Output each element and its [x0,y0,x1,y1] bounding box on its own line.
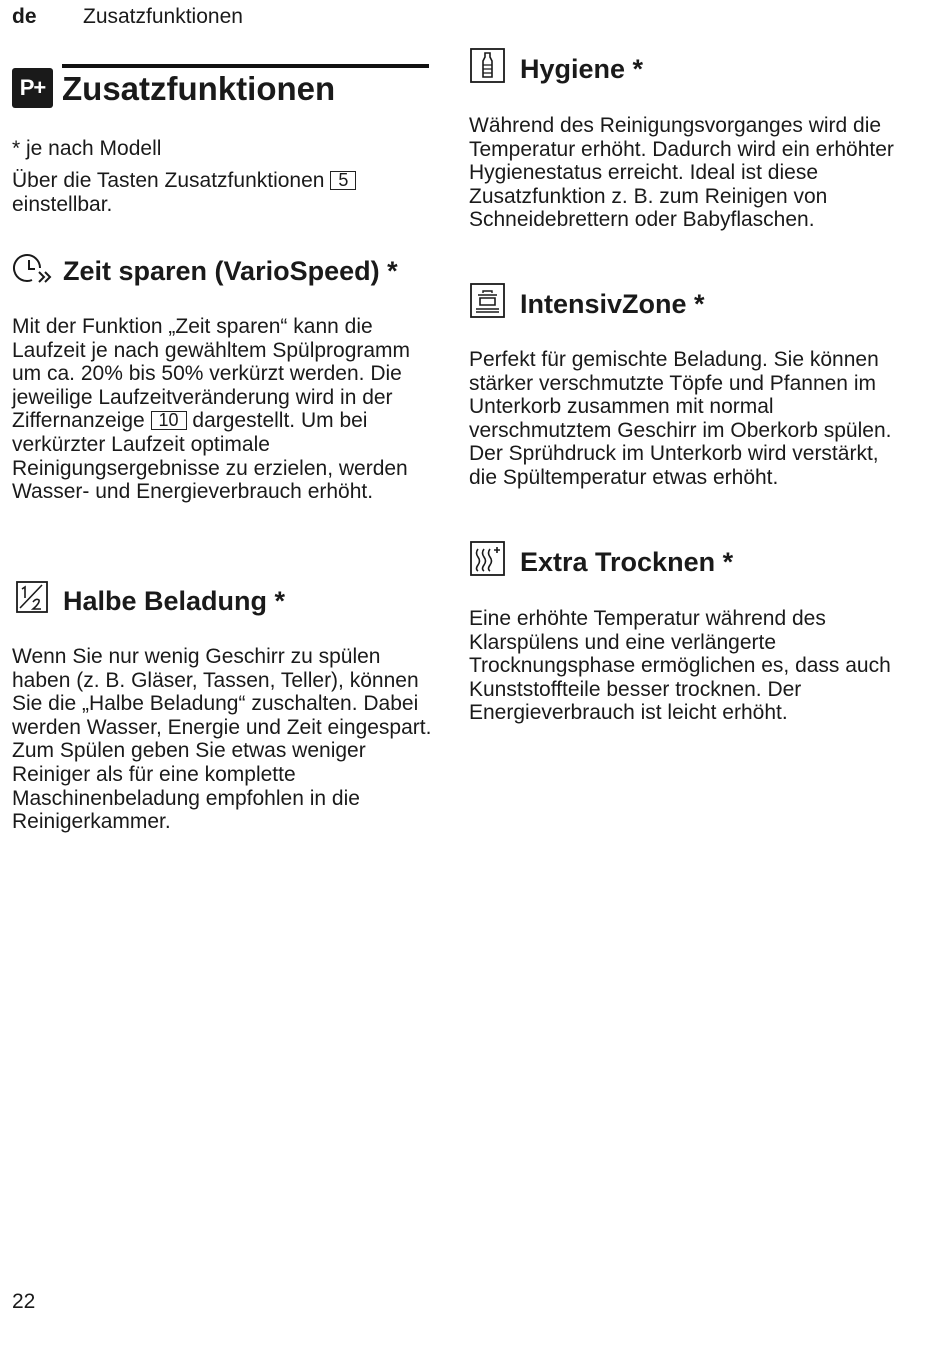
hygiene-bottle-icon [469,48,509,88]
section-title: IntensivZone * [520,289,705,319]
section-intensivzone-text: Perfekt für gemischte Beladung. Sie können stärker verschmutzte Töpfe und Pfannen im Unterkorb zusammen mit normal verschmutztem Geschirr im Oberkorb spülen. Der Sprühdruck im Unterkorb wird verstärkt, die Spültemperatur etwas erhöht. [469,348,892,489]
page-number: 22 [12,1290,36,1313]
section-title: Halbe Beladung * [63,586,286,616]
section-halbe-beladung-text: Wenn Sie nur wenig Geschirr zu spülen haben (z. B. Gläser, Tassen, Teller), können Sie die „Halbe Beladung“ zuschalten. Dabei werden Wasser, Energie und Zeit eingespart. Zum Spülen geben Sie etwas weniger Reiniger als für eine komplette Maschinenbeladung empfohlen in die Reinigerkammer. [12,645,432,834]
clock-speed-icon [12,250,56,290]
section-title: Zeit sparen (VarioSpeed) * [63,256,398,286]
intensive-zone-pot-icon [469,283,509,323]
language-code: de [12,5,37,28]
key-5-icon: 5 [330,171,356,190]
section-zeit-sparen-text [12,315,432,504]
intro-text [12,169,432,216]
section-hygiene-text: Während des Reinigungsvorganges wird die Temperatur erhöht. Dadurch wird ein erhöhter Hygienestatus erreicht. Ideal ist diese Zusatzfunktion z. B. zum Reinigen von Schneidebrettern oder Babyflaschen. [469,114,894,232]
section-title: Extra Trocknen * [520,547,734,577]
key-10-icon: 10 [151,411,187,430]
intro-text-end: einstellbar. [12,192,113,216]
p-plus-icon: P+ [12,68,53,108]
page-title: Zusatzfunktionen [62,70,336,107]
extra-dry-heat-icon [469,541,509,581]
intro-text-start: Über die Tasten Zusatzfunktionen [12,169,331,192]
running-header: Zusatzfunktionen [83,5,243,28]
model-note: * je nach Modell [12,137,162,160]
section-title: Hygiene * [520,54,644,84]
section-extra-trocknen-text: Eine erhöhte Temperatur während des Klarspülens und eine verlängerte Trocknungsphase ermöglichen es, dass auch Kunststoffteile besser trocknen. Der Energieverbrauch ist leicht erhöht. [469,607,891,725]
half-load-icon [12,580,52,620]
zeit-text-end: dargestellt. Um bei verkürzter Laufzeit optimale Reinigungsergebnisse zu erzielen, werden Wasser- und Energieverbrauch erhöht. [12,409,408,504]
heading-rule [62,64,429,68]
zeit-text-start: Mit der Funktion „Zeit sparen“ kann die Laufzeit je nach gewähltem Spülprogramm um ca. 20% bis 50% verkürzt werden. Die jeweilige Laufzeitveränderung wird in der Ziffernanzeige [12,315,411,433]
